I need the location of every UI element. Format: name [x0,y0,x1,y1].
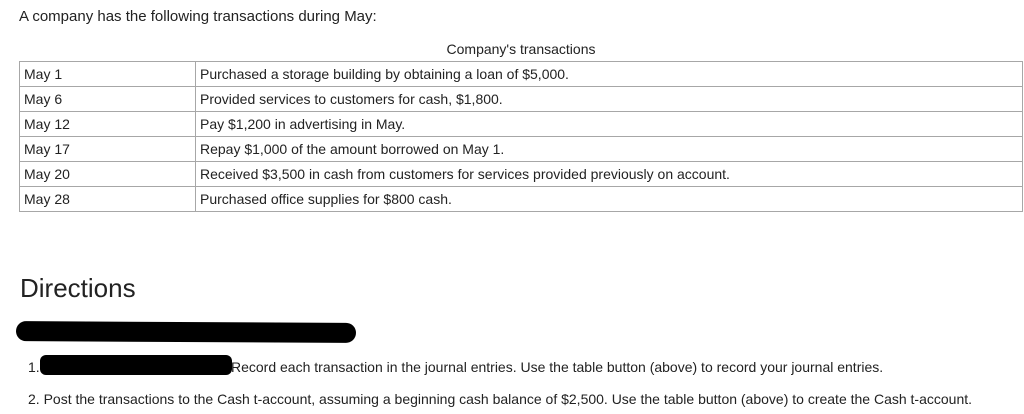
transactions-table [19,61,1023,212]
direction-1-number: 1. [28,359,40,375]
directions-heading: Directions [20,273,136,303]
table-row [20,112,1023,137]
transaction-date: May 28 [20,187,196,212]
transaction-description: Purchased office supplies for $800 cash. [196,187,1023,212]
transaction-description: Repay $1,000 of the amount borrowed on May 1. [196,137,1023,162]
table-row [20,87,1023,112]
table-caption: Company's transactions [446,41,596,57]
transaction-description: Provided services to customers for cash, $1,800. [196,87,1023,112]
transaction-description: Pay $1,200 in advertising in May. [196,112,1023,137]
intro-text: A company has the following transactions during May: [19,8,377,25]
transaction-date: May 17 [20,137,196,162]
table-row [20,62,1023,87]
transaction-description: Purchased a storage building by obtaining a loan of $5,000. [196,62,1023,87]
transaction-date: May 6 [20,87,196,112]
direction-2-text: 2. Post the transactions to the Cash t-account, assuming a beginning cash balance of $2,500. Use the table button (above) to create the Cash t-account. [28,391,973,407]
transaction-description: Received $3,500 in cash from customers for services provided previously on account. [196,162,1023,187]
redaction-bar [40,355,232,375]
table-row [20,162,1023,187]
redaction-bar [16,321,356,343]
transaction-date: May 20 [20,162,196,187]
direction-1-text: Record each transaction in the journal entries. Use the table button (above) to record your journal entries. [231,359,884,375]
table-row [20,137,1023,162]
table-row [20,187,1023,212]
transaction-date: May 12 [20,112,196,137]
transaction-date: May 1 [20,62,196,87]
